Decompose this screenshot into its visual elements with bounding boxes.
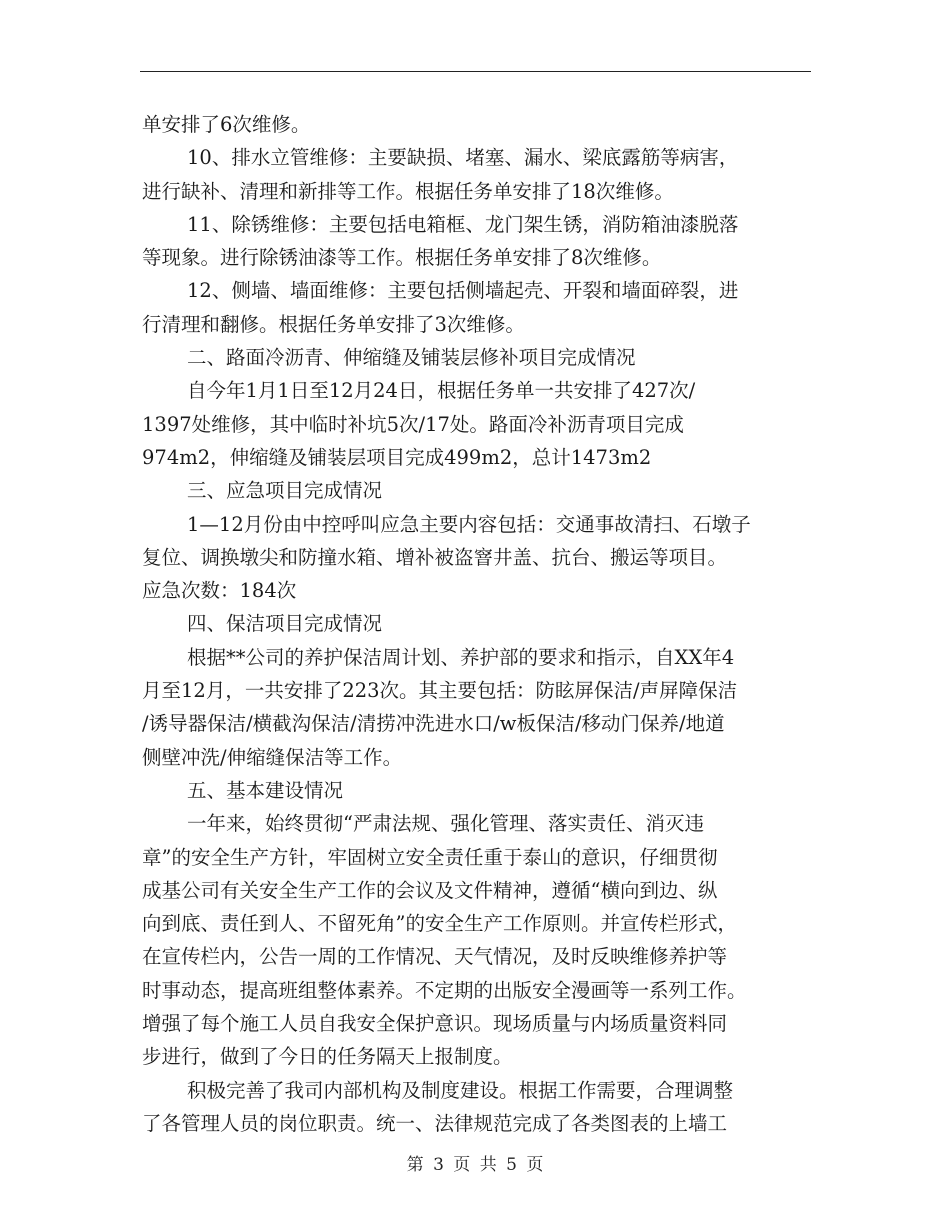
text-line: 一年来，始终贯彻“严肃法规、强化管理、落实责任、消灭违 xyxy=(187,812,704,836)
header-rule xyxy=(140,71,811,72)
text-line: 根据**公司的养护保洁周计划、养护部的要求和指示，自XX年4 xyxy=(187,645,735,669)
text-line: 在宣传栏内，公告一周的工作情况、天气情况，及时反映维修养护等 xyxy=(142,945,728,969)
text-line: 三、应急项目完成情况 xyxy=(187,479,383,503)
text-line: 行清理和翻修。根据任务单安排了3次维修。 xyxy=(142,312,525,336)
text-line: 五、基本建设情况 xyxy=(187,778,344,802)
text-line: 974m2，伸缩缝及铺装层项目完成499m2，总计1473m2 xyxy=(142,445,652,469)
text-line: 章”的安全生产方针，牢固树立安全责任重于泰山的意识，仔细贯彻 xyxy=(142,845,718,869)
text-line: 了各管理人员的岗位职责。统一、法律规范完成了各类图表的上墙工 xyxy=(142,1111,728,1135)
text-line: 增强了每个施工人员自我安全保护意识。现场质量与内场质量资料同 xyxy=(142,1012,728,1036)
text-line: 1—12月份由中控呼叫应急主要内容包括：交通事故清扫、石墩子 xyxy=(187,512,751,536)
text-line: 等现象。进行除锈油漆等工作。根据任务单安排了8次维修。 xyxy=(142,246,662,270)
text-line: 步进行，做到了今日的任务隔天上报制度。 xyxy=(142,1045,513,1069)
text-line: 月至12月，一共安排了223次。其主要包括：防眩屏保洁/声屏障保洁 xyxy=(142,679,738,703)
text-line: 12、侧墙、墙面维修：主要包括侧墙起壳、开裂和墙面碎裂，进 xyxy=(187,279,739,303)
text-line: 侧壁冲洗/伸缩缝保洁等工作。 xyxy=(142,745,403,769)
text-line: 向到底、责任到人、不留死角”的安全生产工作原则。并宣传栏形式， xyxy=(142,912,737,936)
text-line: 单安排了6次维修。 xyxy=(142,113,311,136)
text-line: 二、路面冷沥青、伸缩缝及铺装层修补项目完成情况 xyxy=(187,346,636,370)
text-line: 自今年1月1日至12月24日，根据任务单一共安排了427次/ xyxy=(187,379,696,403)
text-line: 时事动态，提高班组整体素养。不定期的出版安全漫画等一系列工作。 xyxy=(142,978,747,1002)
text-line: 1397处维修，其中临时补坑5次/17处。路面冷补沥青项目完成 xyxy=(142,412,684,436)
text-line: 成基公司有关安全生产工作的会议及文件精神，遵循“横向到边、纵 xyxy=(142,878,718,902)
text-line: 11、除锈维修：主要包括电箱框、龙门架生锈，消防箱油漆脱落 xyxy=(187,212,739,236)
text-line: 10、排水立管维修：主要缺损、堵塞、漏水、梁底露筋等病害， xyxy=(187,146,739,170)
text-line: 应急次数：184次 xyxy=(142,579,297,603)
text-line: 进行缺补、清理和新排等工作。根据任务单安排了18次维修。 xyxy=(142,179,674,203)
text-line: 复位、调换墩尖和防撞水箱、增补被盗窨井盖、抗台、搬运等项目。 xyxy=(142,545,728,569)
text-line: 积极完善了我司内部机构及制度建设。根据工作需要，合理调整 xyxy=(187,1078,734,1102)
page-number: 第 3 页 共 5 页 xyxy=(406,1155,544,1175)
document-body xyxy=(142,108,814,1140)
text-line: /诱导器保洁/横截沟保洁/清捞冲洗进水口/w板保洁/移动门保养/地道 xyxy=(142,712,725,736)
text-line: 四、保洁项目完成情况 xyxy=(187,612,383,636)
